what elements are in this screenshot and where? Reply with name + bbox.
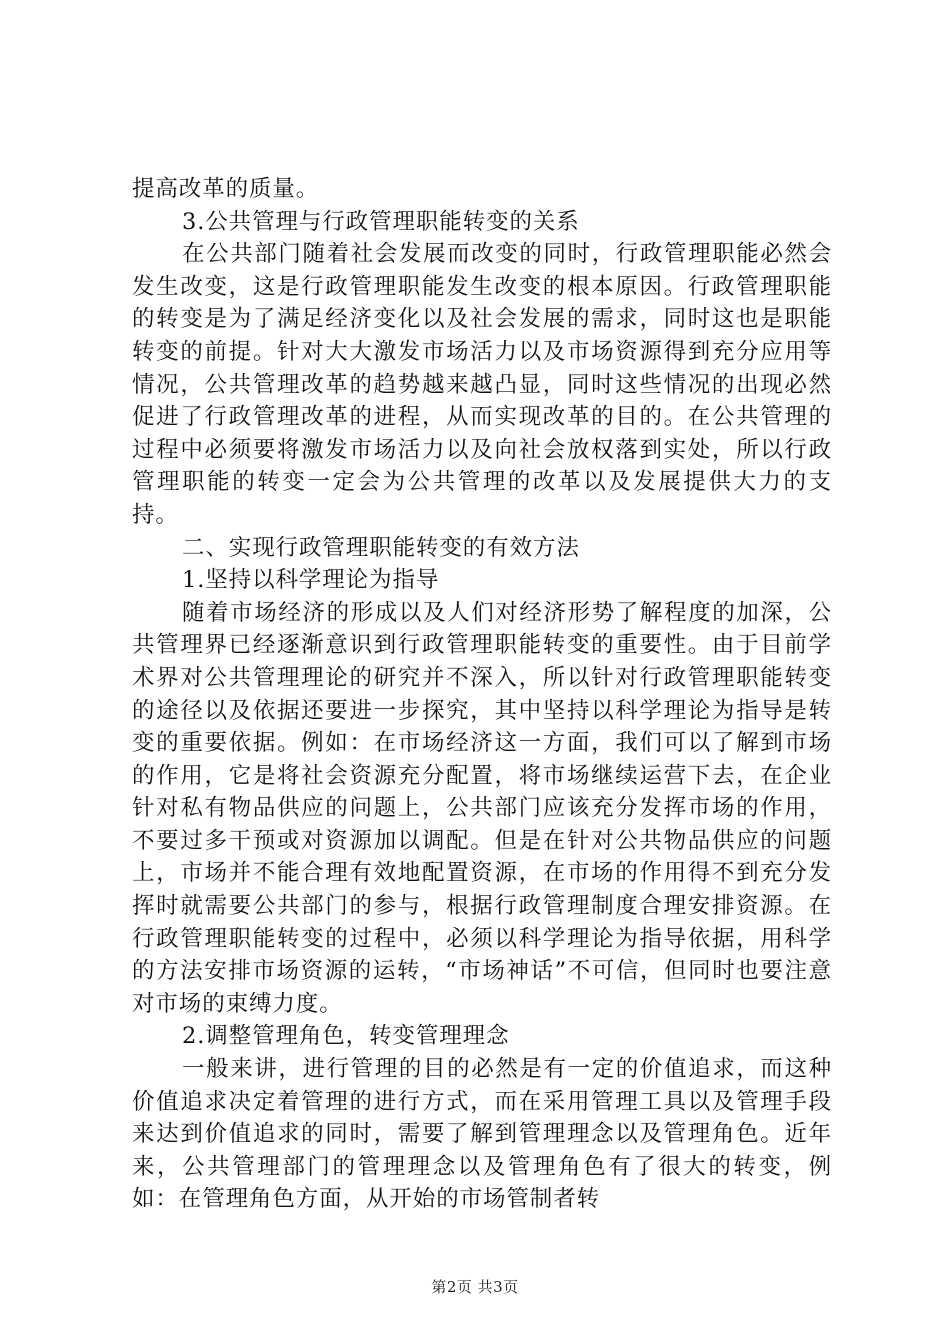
- paragraph-relationship: 在公共部门随着社会发展而改变的同时，行政管理职能必然会发生改变，这是行政管理职能发生改变的根本原因。行政管理职能的转变是为了满足经济变化以及社会发展的需求，同时这也是职能转变的前提。针对大大激发市场活力以及市场资源得到充分应用等情况，公共管理改革的趋势越来越凸显，同时这些情况的出现必然促进了行政管理改革的进程，从而实现改革的目的。在公共管理的过程中必须要将激发市场活力以及向社会放权落到实处，所以行政管理职能的转变一定会为公共管理的改革以及发展提供大力的支持。: [132, 241, 832, 528]
- paragraph-scientific-theory: 随着市场经济的形成以及人们对经济形势了解程度的加深，公共管理界已经逐渐意识到行政管理职能转变的重要性。由于目前学术界对公共管理理论的研究并不深入，所以针对行政管理职能转变的途径以及依据还要进一步探究，其中坚持以科学理论为指导是转变的重要依据。例如：在市场经济这一方面，我们可以了解到市场的作用，它是将社会资源充分配置，将市场继续运营下去，在企业针对私有物品供应的问题上，公共部门应该充分发挥市场的作用，不要过多干预或对资源加以调配。但是在针对公共物品供应的问题上，市场并不能合理有效地配置资源，在市场的作用得不到充分发挥时就需要公共部门的参与，根据行政管理制度合理安排资源。在行政管理职能转变的过程中，必须以科学理论为指导依据，用科学的方法安排市场资源的运转，“市场神话”不可信，但同时也要注意对市场的束缚力度。: [132, 599, 832, 1017]
- page-number-footer: 第2页 共3页: [431, 1278, 519, 1296]
- paragraph-management-role: 一般来讲，进行管理的目的必然是有一定的价值追求，而这种价值追求决定着管理的进行方式，而在采用管理工具以及管理手段来达到价值追求的同时，需要了解到管理理念以及管理角色。近年来，公共管理部门的管理理念以及管理角色有了很大的转变，例如：在管理角色方面，从开始的市场管制者转: [132, 1056, 832, 1213]
- section-heading-2: 2.调整管理角色，转变管理理念: [182, 1023, 510, 1050]
- body-text: [132, 173, 832, 1216]
- chapter-heading-2: 二、实现行政管理职能转变的有效方法: [182, 534, 580, 561]
- section-heading-1: 1.坚持以科学理论为指导: [182, 567, 440, 594]
- section-heading-3: 3.公共管理与行政管理职能转变的关系: [182, 208, 580, 235]
- paragraph-continuation: 提高改革的质量。: [132, 176, 320, 202]
